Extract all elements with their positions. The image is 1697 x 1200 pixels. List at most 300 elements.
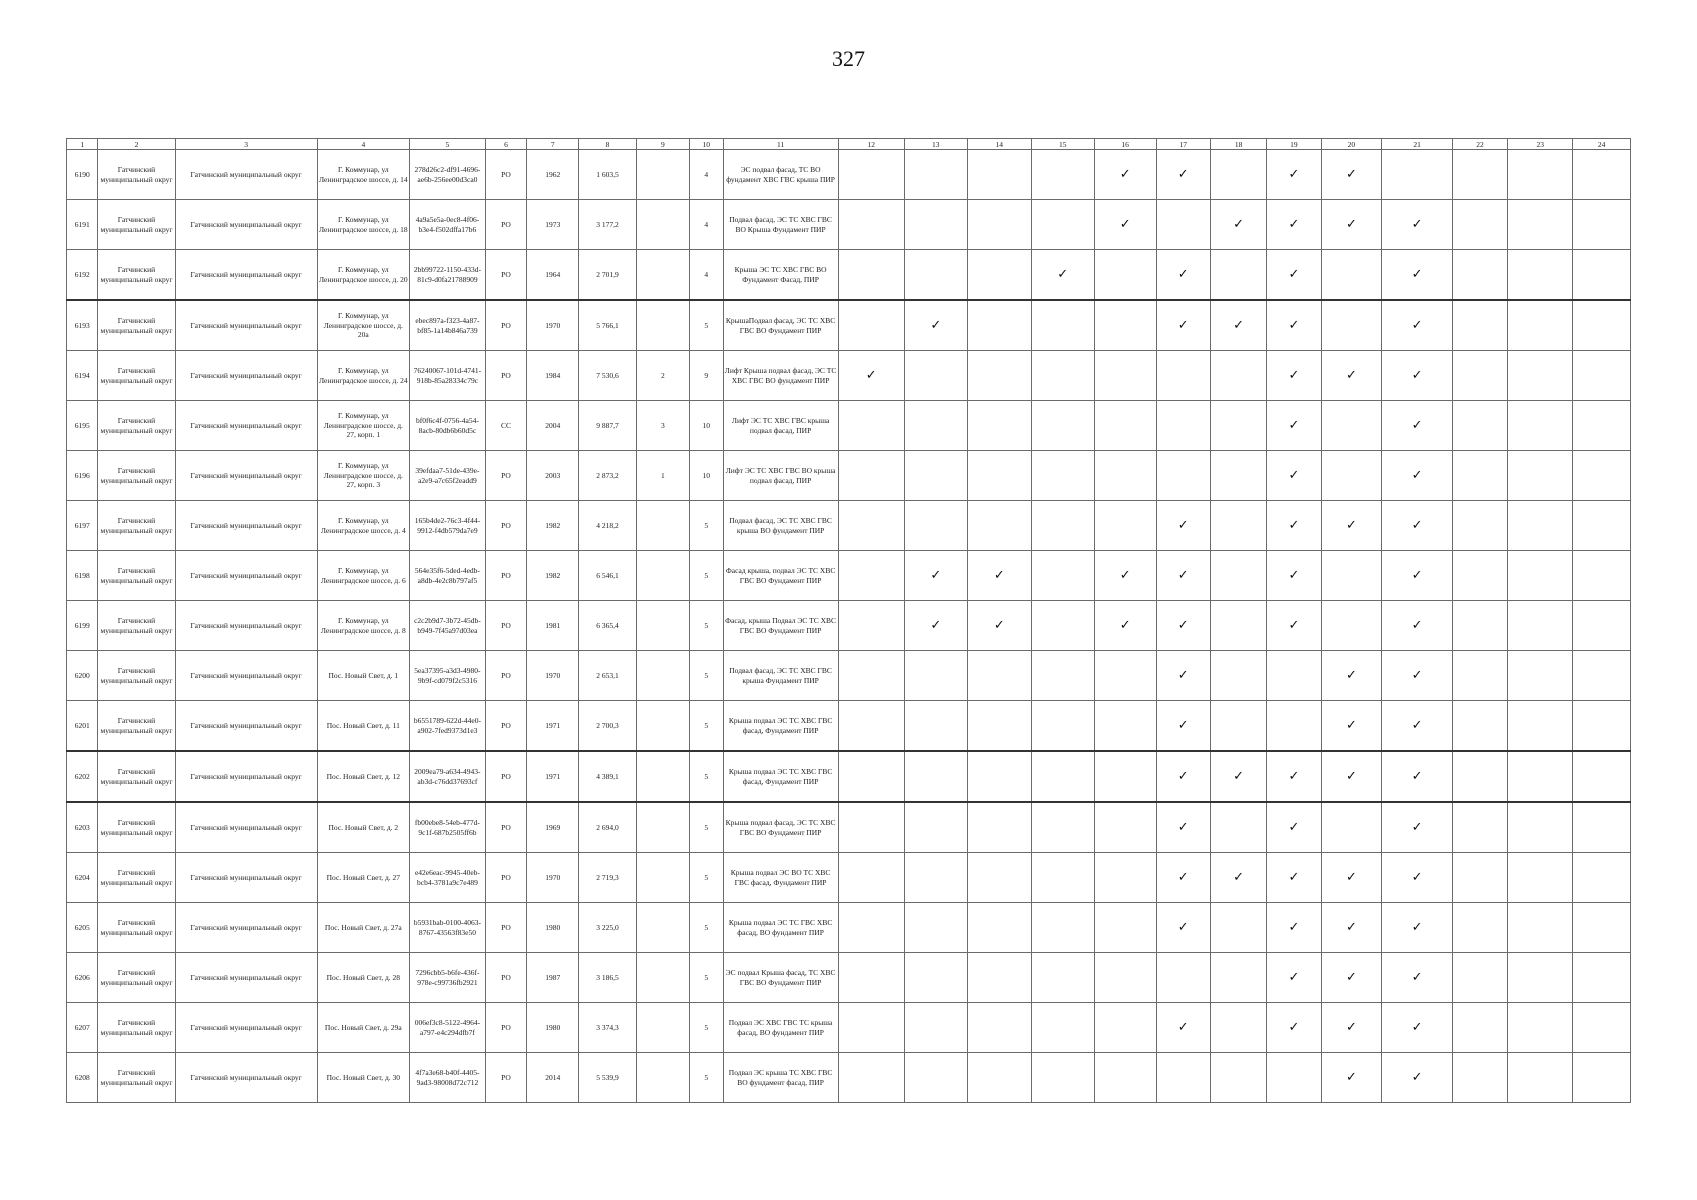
row-number: 6200 — [67, 651, 98, 701]
empty-cell — [1094, 953, 1156, 1003]
building-area: 6 365,4 — [579, 601, 637, 651]
column-10-value: 5 — [689, 601, 723, 651]
empty-cell — [1573, 150, 1631, 200]
column-number: 2 — [98, 139, 175, 150]
empty-cell — [1210, 451, 1266, 501]
ownership-type: РО — [485, 200, 526, 250]
empty-cell — [1573, 601, 1631, 651]
empty-cell — [904, 200, 967, 250]
building-address: Г. Коммунар, ул Ленинградское шоссе, д. 4 — [317, 501, 409, 551]
building-code: 76240067-101d-4741-918b-85a28334c79c — [409, 351, 485, 401]
municipal-okrug: Гатчинский муниципальный округ — [98, 200, 175, 250]
empty-cell — [1452, 903, 1507, 953]
column-10-value: 5 — [689, 551, 723, 601]
table-row — [67, 1053, 1631, 1103]
empty-cell — [1508, 853, 1573, 903]
empty-cell — [1031, 501, 1094, 551]
row-number: 6205 — [67, 903, 98, 953]
empty-cell — [967, 751, 1031, 802]
table-row — [67, 401, 1631, 451]
column-9-value — [636, 651, 689, 701]
building-area: 6 546,1 — [579, 551, 637, 601]
column-9-value — [636, 701, 689, 752]
ownership-type: РО — [485, 250, 526, 301]
column-number: 4 — [317, 139, 409, 150]
building-area: 3 186,5 — [579, 953, 637, 1003]
municipal-okrug-full: Гатчинский муниципальный округ — [175, 853, 317, 903]
building-code: 39efdaa7-51de-439e-a2e9-a7c65f2eadd9 — [409, 451, 485, 501]
empty-cell — [1508, 1053, 1573, 1103]
column-number: 6 — [485, 139, 526, 150]
building-address: Пос. Новый Свет, д. 29а — [317, 1003, 409, 1053]
building-area: 2 694,0 — [579, 802, 637, 853]
empty-cell — [1210, 903, 1266, 953]
building-area: 5 539,9 — [579, 1053, 637, 1103]
empty-cell — [1094, 501, 1156, 551]
municipal-okrug: Гатчинский муниципальный округ — [98, 853, 175, 903]
column-10-value: 4 — [689, 150, 723, 200]
empty-cell — [1094, 802, 1156, 853]
column-number: 19 — [1267, 139, 1321, 150]
empty-cell — [1508, 401, 1573, 451]
column-number: 22 — [1452, 139, 1507, 150]
empty-cell — [967, 401, 1031, 451]
check-mark-icon: ✓ — [1382, 300, 1453, 351]
check-mark-icon: ✓ — [1156, 601, 1210, 651]
building-area: 9 887,7 — [579, 401, 637, 451]
construction-year: 1971 — [527, 701, 579, 752]
empty-cell — [1508, 701, 1573, 752]
check-mark-icon: ✓ — [1156, 751, 1210, 802]
building-address: Г. Коммунар, ул Ленинградское шоссе, д. 27, корп. 1 — [317, 401, 409, 451]
empty-cell — [967, 150, 1031, 200]
column-9-value — [636, 903, 689, 953]
column-number-row — [67, 139, 1631, 150]
municipal-okrug: Гатчинский муниципальный округ — [98, 751, 175, 802]
municipal-okrug-full: Гатчинский муниципальный округ — [175, 351, 317, 401]
row-number: 6196 — [67, 451, 98, 501]
empty-cell — [1573, 802, 1631, 853]
check-mark-icon: ✓ — [1156, 551, 1210, 601]
empty-cell — [1031, 853, 1094, 903]
column-9-value — [636, 601, 689, 651]
empty-cell — [1508, 651, 1573, 701]
building-address: Пос. Новый Свет, д. 2 — [317, 802, 409, 853]
table-row — [67, 701, 1631, 752]
empty-cell — [1452, 601, 1507, 651]
empty-cell — [904, 451, 967, 501]
building-address: Г. Коммунар, ул Ленинградское шоссе, д. 14 — [317, 150, 409, 200]
empty-cell — [1508, 501, 1573, 551]
ownership-type: РО — [485, 651, 526, 701]
building-area: 7 530,6 — [579, 351, 637, 401]
construction-year: 1969 — [527, 802, 579, 853]
municipal-okrug: Гатчинский муниципальный округ — [98, 953, 175, 1003]
empty-cell — [1452, 953, 1507, 1003]
check-mark-icon: ✓ — [1382, 1003, 1453, 1053]
check-mark-icon: ✓ — [1321, 853, 1382, 903]
column-number: 1 — [67, 139, 98, 150]
empty-cell — [1156, 401, 1210, 451]
empty-cell — [1094, 401, 1156, 451]
empty-cell — [1508, 551, 1573, 601]
empty-cell — [1267, 1053, 1321, 1103]
building-address: Г. Коммунар, ул Ленинградское шоссе, д. 8 — [317, 601, 409, 651]
ownership-type: РО — [485, 150, 526, 200]
check-mark-icon: ✓ — [1321, 1053, 1382, 1103]
empty-cell — [1031, 551, 1094, 601]
check-mark-icon: ✓ — [1267, 250, 1321, 301]
check-mark-icon: ✓ — [1156, 300, 1210, 351]
empty-cell — [1031, 651, 1094, 701]
municipal-okrug-full: Гатчинский муниципальный округ — [175, 501, 317, 551]
check-mark-icon: ✓ — [1267, 551, 1321, 601]
check-mark-icon: ✓ — [1382, 1053, 1453, 1103]
column-9-value — [636, 1003, 689, 1053]
building-address: Пос. Новый Свет, д. 28 — [317, 953, 409, 1003]
municipal-okrug: Гатчинский муниципальный округ — [98, 300, 175, 351]
building-area: 4 218,2 — [579, 501, 637, 551]
check-mark-icon: ✓ — [1156, 802, 1210, 853]
check-mark-icon: ✓ — [1031, 250, 1094, 301]
column-10-value: 5 — [689, 953, 723, 1003]
column-9-value — [636, 200, 689, 250]
construction-year: 1982 — [527, 551, 579, 601]
column-9-value — [636, 953, 689, 1003]
empty-cell — [1452, 501, 1507, 551]
empty-cell — [904, 501, 967, 551]
check-mark-icon: ✓ — [1156, 701, 1210, 752]
empty-cell — [1210, 150, 1266, 200]
planned-works: Крыша подвал ЭС ВО ТС ХВС ГВС фасад, Фундамент ПИР — [723, 853, 838, 903]
empty-cell — [1094, 701, 1156, 752]
construction-year: 1971 — [527, 751, 579, 802]
empty-cell — [1321, 300, 1382, 351]
empty-cell — [1094, 903, 1156, 953]
planned-works: ЭС подвал Крыша фасад, ТС ХВС ГВС ВО Фундамент ПИР — [723, 953, 838, 1003]
check-mark-icon: ✓ — [1156, 150, 1210, 200]
empty-cell — [1573, 551, 1631, 601]
empty-cell — [1452, 853, 1507, 903]
planned-works: Лифт Крыша подвал фасад, ЭС ТС ХВС ГВС ВО фундамент ПИР — [723, 351, 838, 401]
check-mark-icon: ✓ — [1267, 751, 1321, 802]
empty-cell — [1508, 1003, 1573, 1053]
ownership-type: СС — [485, 401, 526, 451]
column-10-value: 4 — [689, 250, 723, 301]
empty-cell — [967, 802, 1031, 853]
empty-cell — [1321, 551, 1382, 601]
check-mark-icon: ✓ — [1321, 351, 1382, 401]
building-address: Пос. Новый Свет, д. 12 — [317, 751, 409, 802]
empty-cell — [1267, 651, 1321, 701]
empty-cell — [1452, 551, 1507, 601]
empty-cell — [1094, 300, 1156, 351]
empty-cell — [1031, 903, 1094, 953]
empty-cell — [1508, 953, 1573, 1003]
empty-cell — [1508, 751, 1573, 802]
municipal-okrug-full: Гатчинский муниципальный округ — [175, 601, 317, 651]
check-mark-icon: ✓ — [1094, 150, 1156, 200]
building-code: 7296cbb5-b6fe-436f-978e-c99736fb2921 — [409, 953, 485, 1003]
table-row — [67, 300, 1631, 351]
empty-cell — [967, 701, 1031, 752]
empty-cell — [1031, 200, 1094, 250]
check-mark-icon: ✓ — [1156, 903, 1210, 953]
empty-cell — [1210, 351, 1266, 401]
building-area: 3 374,3 — [579, 1003, 637, 1053]
check-mark-icon: ✓ — [1094, 551, 1156, 601]
municipal-okrug-full: Гатчинский муниципальный округ — [175, 751, 317, 802]
column-number: 8 — [579, 139, 637, 150]
empty-cell — [967, 1053, 1031, 1103]
empty-cell — [838, 551, 904, 601]
empty-cell — [1452, 300, 1507, 351]
empty-cell — [1573, 451, 1631, 501]
row-number: 6206 — [67, 953, 98, 1003]
construction-year: 1980 — [527, 903, 579, 953]
building-code: 5ea37395-a3d3-4980-9b9f-cd079f2c5316 — [409, 651, 485, 701]
construction-year: 1962 — [527, 150, 579, 200]
empty-cell — [1508, 250, 1573, 301]
construction-year: 2014 — [527, 1053, 579, 1103]
check-mark-icon: ✓ — [1267, 300, 1321, 351]
empty-cell — [1031, 1003, 1094, 1053]
table-row — [67, 250, 1631, 301]
municipal-okrug: Гатчинский муниципальный округ — [98, 701, 175, 752]
empty-cell — [1210, 601, 1266, 651]
empty-cell — [1452, 200, 1507, 250]
planned-works: Подвал ЭС ХВС ГВС ТС крыша фасад, ВО фундамент ПИР — [723, 1003, 838, 1053]
empty-cell — [838, 601, 904, 651]
check-mark-icon: ✓ — [1094, 200, 1156, 250]
column-9-value — [636, 300, 689, 351]
table-row — [67, 501, 1631, 551]
row-number: 6199 — [67, 601, 98, 651]
empty-cell — [1573, 401, 1631, 451]
check-mark-icon: ✓ — [1267, 401, 1321, 451]
check-mark-icon: ✓ — [1382, 451, 1453, 501]
column-number: 13 — [904, 139, 967, 150]
construction-year: 2004 — [527, 401, 579, 451]
column-number: 18 — [1210, 139, 1266, 150]
empty-cell — [1452, 651, 1507, 701]
empty-cell — [1508, 300, 1573, 351]
construction-year: 1970 — [527, 651, 579, 701]
building-code: 165b4de2-76c3-4f44-9912-f4db579da7e9 — [409, 501, 485, 551]
empty-cell — [1508, 351, 1573, 401]
check-mark-icon: ✓ — [1267, 200, 1321, 250]
check-mark-icon: ✓ — [1156, 250, 1210, 301]
building-code: 4a9a5e5a-0ec8-4f06-b3e4-f502dffa17b6 — [409, 200, 485, 250]
empty-cell — [1321, 250, 1382, 301]
empty-cell — [967, 300, 1031, 351]
check-mark-icon: ✓ — [1321, 150, 1382, 200]
column-number: 3 — [175, 139, 317, 150]
column-number: 7 — [527, 139, 579, 150]
planned-works: КрышаПодвал фасад, ЭС ТС ХВС ГВС ВО Фундамент ПИР — [723, 300, 838, 351]
check-mark-icon: ✓ — [1382, 250, 1453, 301]
building-address: Г. Коммунар, ул Ленинградское шоссе, д. 18 — [317, 200, 409, 250]
building-area: 1 603,5 — [579, 150, 637, 200]
planned-works: Лифт ЭС ТС ХВС ГВС ВО крыша подвал фасад, ПИР — [723, 451, 838, 501]
empty-cell — [1573, 751, 1631, 802]
construction-year: 1964 — [527, 250, 579, 301]
row-number: 6201 — [67, 701, 98, 752]
municipal-okrug-full: Гатчинский муниципальный округ — [175, 401, 317, 451]
municipal-okrug: Гатчинский муниципальный округ — [98, 351, 175, 401]
check-mark-icon: ✓ — [1321, 200, 1382, 250]
empty-cell — [1094, 250, 1156, 301]
column-number: 9 — [636, 139, 689, 150]
planned-works: Подвал ЭС крыша ТС ХВС ГВС ВО фундамент фасад, ПИР — [723, 1053, 838, 1103]
municipal-okrug: Гатчинский муниципальный округ — [98, 1053, 175, 1103]
row-number: 6203 — [67, 802, 98, 853]
empty-cell — [1094, 1003, 1156, 1053]
empty-cell — [904, 953, 967, 1003]
empty-cell — [1382, 150, 1453, 200]
column-10-value: 5 — [689, 1053, 723, 1103]
check-mark-icon: ✓ — [1382, 551, 1453, 601]
empty-cell — [904, 701, 967, 752]
housing-register-table — [66, 138, 1631, 1103]
column-10-value: 5 — [689, 1003, 723, 1053]
empty-cell — [967, 953, 1031, 1003]
check-mark-icon: ✓ — [904, 300, 967, 351]
empty-cell — [967, 501, 1031, 551]
ownership-type: РО — [485, 701, 526, 752]
check-mark-icon: ✓ — [1156, 501, 1210, 551]
building-address: Г. Коммунар, ул Ленинградское шоссе, д. 20а — [317, 300, 409, 351]
check-mark-icon: ✓ — [1094, 601, 1156, 651]
check-mark-icon: ✓ — [1321, 501, 1382, 551]
municipal-okrug: Гатчинский муниципальный округ — [98, 150, 175, 200]
check-mark-icon: ✓ — [904, 601, 967, 651]
empty-cell — [838, 701, 904, 752]
building-area: 3 225,0 — [579, 903, 637, 953]
municipal-okrug: Гатчинский муниципальный округ — [98, 903, 175, 953]
empty-cell — [1210, 802, 1266, 853]
empty-cell — [904, 903, 967, 953]
column-number: 5 — [409, 139, 485, 150]
table-row — [67, 651, 1631, 701]
empty-cell — [1452, 1053, 1507, 1103]
building-address: Г. Коммунар, ул Ленинградское шоссе, д. 24 — [317, 351, 409, 401]
ownership-type: РО — [485, 551, 526, 601]
check-mark-icon: ✓ — [1321, 953, 1382, 1003]
check-mark-icon: ✓ — [1382, 853, 1453, 903]
column-10-value: 5 — [689, 903, 723, 953]
row-number: 6195 — [67, 401, 98, 451]
check-mark-icon: ✓ — [1321, 701, 1382, 752]
check-mark-icon: ✓ — [1321, 903, 1382, 953]
empty-cell — [1452, 802, 1507, 853]
check-mark-icon: ✓ — [1210, 751, 1266, 802]
ownership-type: РО — [485, 351, 526, 401]
building-code: bf0f6c4f-0756-4a54-8acb-80db6b60d5c — [409, 401, 485, 451]
empty-cell — [1210, 250, 1266, 301]
municipal-okrug-full: Гатчинский муниципальный округ — [175, 551, 317, 601]
building-code: 2009ea79-a634-4943-ab3d-c76dd37693cf — [409, 751, 485, 802]
planned-works: Крыша подвал ЭС ТС ХВС ГВС фасад, Фундамент ПИР — [723, 701, 838, 752]
check-mark-icon: ✓ — [1321, 1003, 1382, 1053]
table-row — [67, 351, 1631, 401]
empty-cell — [904, 1053, 967, 1103]
planned-works: Подвал фасад, ЭС ТС ХВС ГВС крыша Фундамент ПИР — [723, 651, 838, 701]
empty-cell — [967, 1003, 1031, 1053]
check-mark-icon: ✓ — [1156, 1003, 1210, 1053]
ownership-type: РО — [485, 802, 526, 853]
municipal-okrug-full: Гатчинский муниципальный округ — [175, 651, 317, 701]
column-10-value: 5 — [689, 651, 723, 701]
empty-cell — [1573, 200, 1631, 250]
row-number: 6198 — [67, 551, 98, 601]
building-code: 4f7a3e68-b40f-4405-9ad3-98008d72c712 — [409, 1053, 485, 1103]
construction-year: 2003 — [527, 451, 579, 501]
empty-cell — [838, 200, 904, 250]
empty-cell — [838, 903, 904, 953]
empty-cell — [1031, 451, 1094, 501]
planned-works: Лифт ЭС ТС ХВС ГВС крыша подвал фасад, ПИР — [723, 401, 838, 451]
empty-cell — [1573, 701, 1631, 752]
empty-cell — [904, 150, 967, 200]
empty-cell — [838, 953, 904, 1003]
check-mark-icon: ✓ — [1382, 953, 1453, 1003]
construction-year: 1970 — [527, 300, 579, 351]
column-number: 21 — [1382, 139, 1453, 150]
building-area: 2 719,3 — [579, 853, 637, 903]
planned-works: ЭС подвал фасад, ТС ВО фундамент ХВС ГВС крыша ПИР — [723, 150, 838, 200]
check-mark-icon: ✓ — [1156, 651, 1210, 701]
empty-cell — [904, 651, 967, 701]
planned-works: Крыша подвал ЭС ТС ХВС ГВС фасад, Фундамент ПИР — [723, 751, 838, 802]
empty-cell — [838, 150, 904, 200]
empty-cell — [904, 751, 967, 802]
table-row — [67, 953, 1631, 1003]
empty-cell — [1321, 401, 1382, 451]
empty-cell — [904, 853, 967, 903]
row-number: 6194 — [67, 351, 98, 401]
ownership-type: РО — [485, 300, 526, 351]
table-row — [67, 1003, 1631, 1053]
building-code: 564e35f6-5ded-4edb-a8db-4e2c8b797af5 — [409, 551, 485, 601]
column-number: 24 — [1573, 139, 1631, 150]
construction-year: 1987 — [527, 953, 579, 1003]
check-mark-icon: ✓ — [904, 551, 967, 601]
empty-cell — [1031, 701, 1094, 752]
empty-cell — [1031, 401, 1094, 451]
empty-cell — [1156, 1053, 1210, 1103]
column-9-value — [636, 551, 689, 601]
empty-cell — [904, 1003, 967, 1053]
construction-year: 1981 — [527, 601, 579, 651]
building-code: ebec897a-f323-4a87-bf85-1a14b846a739 — [409, 300, 485, 351]
check-mark-icon: ✓ — [1210, 853, 1266, 903]
check-mark-icon: ✓ — [1267, 451, 1321, 501]
check-mark-icon: ✓ — [838, 351, 904, 401]
building-address: Пос. Новый Свет, д. 27 — [317, 853, 409, 903]
empty-cell — [1452, 250, 1507, 301]
column-10-value: 4 — [689, 200, 723, 250]
column-number: 20 — [1321, 139, 1382, 150]
empty-cell — [838, 853, 904, 903]
check-mark-icon: ✓ — [1382, 751, 1453, 802]
municipal-okrug-full: Гатчинский муниципальный округ — [175, 953, 317, 1003]
building-code: b5931bab-0100-4063-8767-43563f83e50 — [409, 903, 485, 953]
empty-cell — [1031, 150, 1094, 200]
empty-cell — [1452, 401, 1507, 451]
empty-cell — [1573, 300, 1631, 351]
empty-cell — [904, 250, 967, 301]
